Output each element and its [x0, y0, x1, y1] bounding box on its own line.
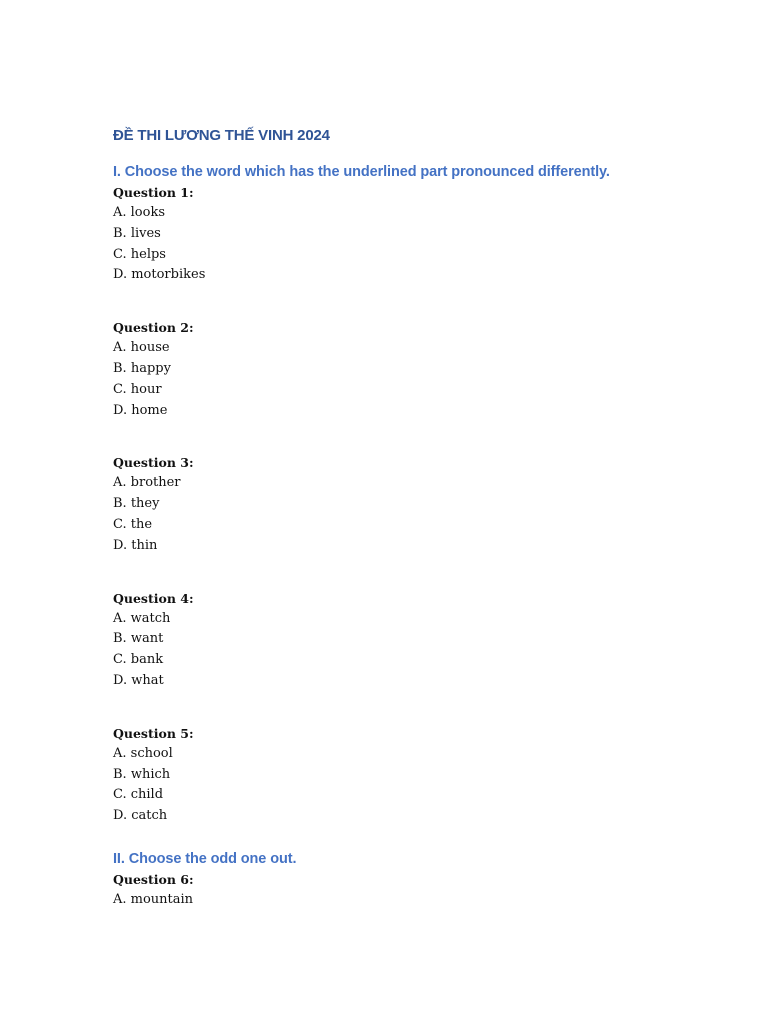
question-5	[113, 723, 673, 827]
option-a: A. watch	[113, 610, 171, 626]
question-4	[113, 588, 673, 692]
section-heading: I. Choose the word which has the underlined part pronounced differently.	[113, 164, 610, 180]
option-d: D. catch	[113, 808, 168, 824]
option-a: A. mountain	[113, 891, 194, 907]
question-label: Question 3:	[113, 455, 194, 471]
option-c: C. hour	[113, 381, 162, 397]
option-a: A. brother	[113, 475, 181, 491]
question-label: Question 6:	[113, 871, 194, 887]
question-3	[113, 452, 673, 556]
section-pronunciation	[113, 162, 673, 827]
question-label: Question 2:	[113, 320, 194, 336]
option-a: A. looks	[113, 205, 166, 220]
section-odd-one-out	[113, 849, 673, 911]
question-label: Question 5:	[113, 725, 194, 741]
question-label: Question 4:	[113, 590, 194, 606]
option-b: B. they	[113, 496, 160, 512]
option-a: A. school	[113, 745, 173, 761]
question-2	[113, 317, 673, 421]
option-c: C. child	[113, 787, 164, 803]
option-b: B. lives	[113, 225, 161, 241]
option-a: A. house	[113, 340, 170, 356]
option-c: C. bank	[113, 652, 164, 668]
document-page	[113, 124, 673, 911]
option-b: B. which	[113, 766, 171, 782]
option-d: D. thin	[113, 537, 158, 553]
option-b: B. happy	[113, 360, 171, 376]
question-label: Question 1:	[113, 185, 194, 200]
document-title: ĐỀ THI LƯƠNG THẾ VINH 2024	[113, 127, 330, 144]
option-b: B. want	[113, 631, 164, 647]
option-c: C. helps	[113, 246, 166, 262]
section-heading: II. Choose the odd one out.	[113, 850, 297, 867]
option-d: D. motorbikes	[113, 267, 206, 283]
option-c: C. the	[113, 516, 153, 532]
question-6	[113, 869, 673, 911]
question-1	[113, 182, 673, 286]
option-d: D. home	[113, 402, 168, 418]
option-d: D. what	[113, 672, 164, 688]
